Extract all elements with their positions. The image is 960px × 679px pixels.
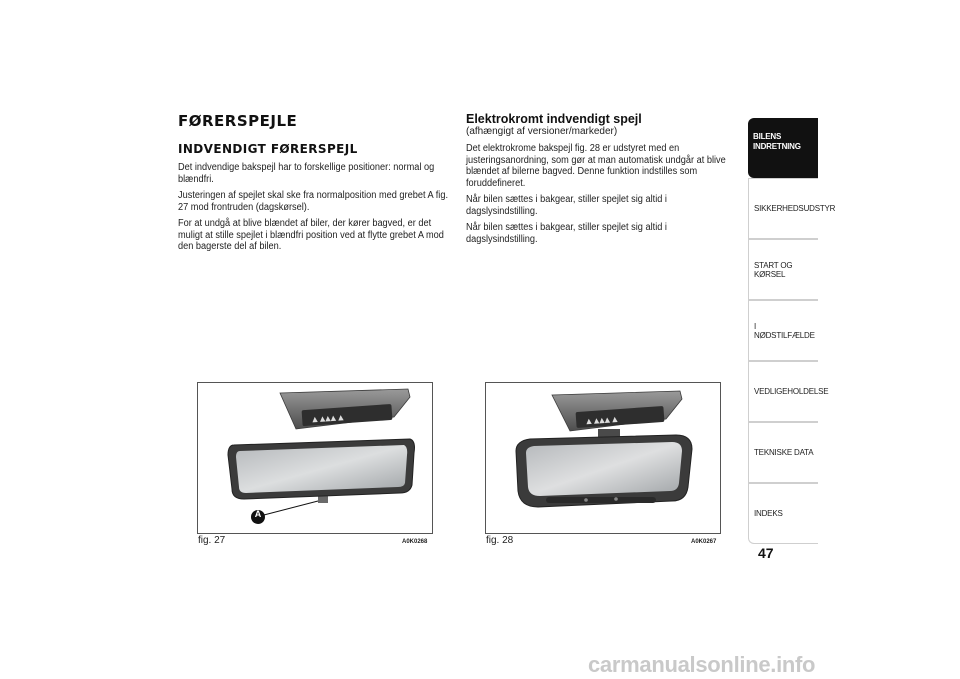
section-note: (afhængigt af versioner/markeder)	[466, 126, 618, 137]
callout-label-a: A	[254, 509, 262, 519]
right-column	[466, 112, 731, 250]
figure-code: A0K0268	[402, 539, 428, 545]
paragraph: Det indvendige bakspejl har to forskellige positioner: normal og blændfri.	[178, 162, 435, 185]
section-heading: Elektrokromt indvendigt spejl	[466, 112, 642, 126]
figure-code: A0K0267	[691, 539, 717, 545]
paragraph: For at undgå at blive blændet af biler, der kører bagved, er det muligt at stille spejlet i blændfri position ved at flytte grebet A mod den bagerste del af bilen.	[178, 218, 444, 252]
watermark: carmanualsonline.info	[588, 652, 816, 677]
tab-start-og-korsel[interactable]: START OG KØRSEL	[748, 239, 818, 300]
figure-caption: fig. 27	[198, 535, 226, 546]
paragraph: Når bilen sættes i bakgear, stiller spejlet sig altid i dagslysindstilling.	[466, 194, 667, 217]
tab-bilens-indretning[interactable]: BILENS INDRETNING	[748, 118, 818, 178]
paragraph: Det elektrokrome bakspejl fig. 28 er udstyret med en justeringsanordning, som gør at man automatisk undgår at blive blændet af bilerne bagved. Denne funktion indstilles som foruddefineret.	[466, 143, 726, 189]
figure-28-frame	[485, 382, 721, 534]
rearview-mirror-illustration	[198, 383, 432, 533]
page-number: 47	[758, 545, 774, 561]
figure-caption: fig. 28	[486, 535, 514, 546]
section-subtitle: INDVENDIGT FØRERSPEJL	[178, 142, 358, 156]
electrochromic-mirror-illustration	[486, 383, 720, 533]
tab-indeks[interactable]: INDEKS	[748, 483, 818, 544]
left-column	[178, 112, 453, 258]
svg-text:▲ ▲▲▲ ▲: ▲ ▲▲▲ ▲	[311, 413, 344, 424]
paragraph: Når bilen sættes i bakgear, stiller spejlet sig altid i dagslysindstilling.	[466, 222, 667, 245]
figure-27-frame	[197, 382, 433, 534]
tab-i-nodstilfaelde[interactable]: I NØDSTILFÆLDE	[748, 300, 818, 361]
svg-text:▲ ▲▲▲ ▲: ▲ ▲▲▲ ▲	[585, 415, 618, 426]
section-title: FØRERSPEJLE	[178, 112, 298, 130]
paragraph: Justeringen af spejlet skal ske fra normalposition med grebet A fig. 27 mod frontruden (dagskørsel).	[178, 190, 449, 213]
tab-sikkerhedsudstyr[interactable]: SIKKERHEDSUDSTYR	[748, 178, 818, 239]
tab-tekniske-data[interactable]: TEKNISKE DATA	[748, 422, 818, 483]
tab-vedligeholdelse[interactable]: VEDLIGEHOLDELSE	[748, 361, 818, 422]
